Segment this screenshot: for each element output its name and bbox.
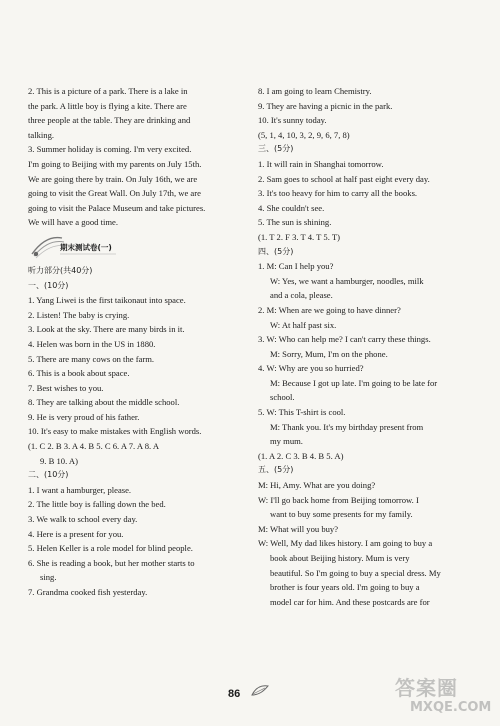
sec4-line: 4. W: Why are you so hurried? <box>258 363 364 374</box>
sec5-line: book about Beijing history. Mum is very <box>270 553 410 563</box>
sec4-line: 5. W: This T-shirt is cool. <box>258 407 346 418</box>
sec3-item: 1. It will rain in Shanghai tomorrow. <box>258 158 384 169</box>
q3-line: We will have a good time. <box>28 217 118 228</box>
top-answer: (5, 1, 4, 10, 3, 2, 9, 6, 7, 8) <box>258 129 350 140</box>
sec2-item: 6. She is reading a book, but her mother starts to <box>28 557 195 568</box>
sec3-item: 4. She couldn't see. <box>258 202 325 213</box>
sec5-line: beautiful. So I'm going to buy a special dress. My <box>270 567 441 578</box>
sec2-item: 3. We walk to school every day. <box>28 514 138 525</box>
sec2-item: sing. <box>40 572 57 583</box>
sec5-line: want to buy some presents for my family. <box>270 509 413 520</box>
sec3-item: 2. Sam goes to school at half past eight every day. <box>258 173 430 184</box>
page-number: 86 <box>228 688 241 700</box>
sec1-item: 3. Look at the sky. There are many birds in it. <box>28 324 185 335</box>
watermark-logo: 答案圈 <box>395 676 458 700</box>
sec4-answer: (1. A 2. C 3. B 4. B 5. A) <box>258 450 344 461</box>
leaf-decoration-icon <box>250 683 270 699</box>
sec2-item: 5. Helen Keller is a role model for blind people. <box>28 543 193 554</box>
sec3-item: 3. It's too heavy for him to carry all the books. <box>258 188 418 199</box>
sec1-item: 4. Helen was born in the US in 1880. <box>28 338 156 349</box>
sec4-line: school. <box>270 392 295 403</box>
sec4-line: M: Sorry, Mum, I'm on the phone. <box>270 348 388 359</box>
top-item: 10. It's sunny today. <box>258 115 327 126</box>
sec4-line: 3. W: Who can help me? I can't carry these things. <box>258 334 431 345</box>
section-5-header: 五、(5分) <box>258 465 294 475</box>
q3-line: 3. Summer holiday is coming. I'm very excited. <box>28 144 192 155</box>
sec1-item: 7. Best wishes to you. <box>28 382 104 393</box>
q2-line: talking. <box>28 129 55 140</box>
sec1-item: 5. There are many cows on the farm. <box>28 353 155 364</box>
listening-header: 听力部分(共40分) <box>28 265 93 275</box>
sec5-line: brother is four years old. I'm going to buy a <box>270 582 420 593</box>
q2-line: 2. This is a picture of a park. There is a lake in <box>28 86 188 96</box>
sec1-item: 1. Yang Liwei is the first taikonaut into space. <box>28 295 186 306</box>
sec4-line: W: At half past six. <box>270 319 337 330</box>
sec3-item: 5. The sun is shining. <box>258 217 332 228</box>
q3-line: going to visit the Great Wall. On July 17th, we are <box>28 188 201 199</box>
sec4-line: 2. M: When are we going to have dinner? <box>258 304 401 315</box>
q3-line: We are going there by train. On July 16th, we are <box>28 173 198 184</box>
sec4-line: W: Yes, we want a hamburger, noodles, milk <box>270 275 424 286</box>
sec4-line: M: Thank you. It's my birthday present from <box>270 421 424 432</box>
top-item: 9. They are having a picnic in the park. <box>258 100 393 111</box>
sec2-item: 4. Here is a present for you. <box>28 528 124 539</box>
q2-line: three people at the table. They are drinking and <box>28 115 191 126</box>
section-2-header: 二、(10分) <box>28 470 69 480</box>
sec1-item: 9. He is very proud of his father. <box>28 411 140 422</box>
sec1-item: 2. Listen! The baby is crying. <box>28 309 130 320</box>
sec5-line: W: I'll go back home from Beijing tomorrow. I <box>258 494 419 505</box>
section-3-header: 三、(5分) <box>258 144 294 154</box>
q2-line: the park. A little boy is flying a kite. There are <box>28 100 187 111</box>
banner-title: 期末测试卷(一) <box>60 242 112 252</box>
q3-line: going to visit the Palace Museum and take pictures. <box>28 202 206 213</box>
sec1-answer: (1. C 2. B 3. A 4. B 5. C 6. A 7. A 8. A <box>28 441 160 452</box>
section-1-header: 一、(10分) <box>28 280 69 290</box>
top-item: 8. I am going to learn Chemistry. <box>258 86 372 96</box>
sec5-line: W: Well, My dad likes history. I am going to buy a <box>258 538 433 549</box>
test-banner <box>28 232 228 262</box>
right-column <box>258 84 468 609</box>
sec4-line: M: Because I got up late. I'm going to be late for <box>270 377 438 388</box>
sec5-line: model car for him. And these postcards are for <box>270 596 430 607</box>
sec2-item: 2. The little boy is falling down the bed. <box>28 499 166 510</box>
sec4-line: my mum. <box>270 436 303 447</box>
left-column <box>28 84 228 600</box>
watermark-url: MXQE.COM <box>410 700 492 715</box>
sec5-line: M: What will you buy? <box>258 523 339 534</box>
sec3-answer: (1. T 2. F 3. T 4. T 5. T) <box>258 231 340 242</box>
sec4-line: and a cola, please. <box>270 290 333 301</box>
sec5-line: M: Hi, Amy. What are you doing? <box>258 480 376 491</box>
sec4-line: 1. M: Can I help you? <box>258 261 334 272</box>
sec1-item: 8. They are talking about the middle school. <box>28 397 180 408</box>
sec1-answer: 9. B 10. A) <box>40 455 78 466</box>
sec1-item: 6. This is a book about space. <box>28 368 130 379</box>
q3-line: I'm going to Beijing with my parents on July 15th. <box>28 158 202 169</box>
sec2-item: 7. Grandma cooked fish yesterday. <box>28 587 148 597</box>
sec2-item: 1. I want a hamburger, please. <box>28 484 132 495</box>
section-4-header: 四、(5分) <box>258 246 294 256</box>
sec1-item: 10. It's easy to make mistakes with English words. <box>28 426 202 437</box>
